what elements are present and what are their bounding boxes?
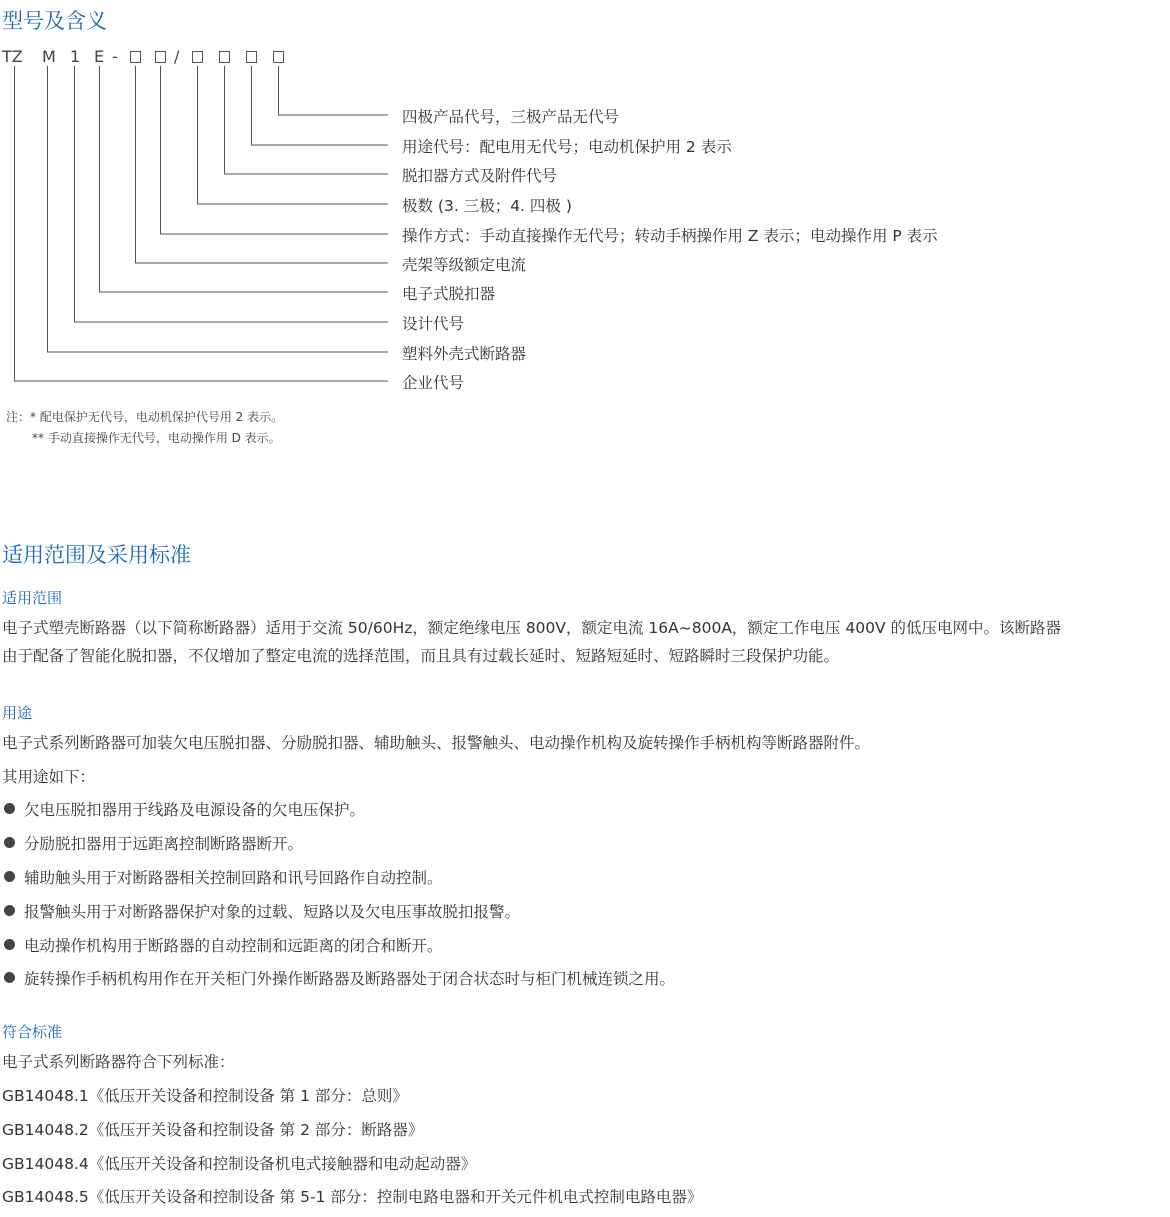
meaning-usage: 用途代号：配电用无代号；电动机保护用 2 表示 [402, 138, 732, 156]
code-char-tz: TZ [2, 47, 23, 66]
usage-bullet-item [4, 967, 675, 989]
meaning-current: 壳架等级额定电流 [402, 256, 527, 274]
usage-bullet-item [4, 832, 303, 854]
connector-electronic [100, 66, 389, 292]
meaning-release: 脱扣器方式及附件代号 [402, 167, 558, 185]
meaning-mccb: 塑料外壳式断路器 [402, 345, 527, 363]
standard-item: GB14048.1《低压开关设备和控制设备 第 1 部分：总则》 [2, 1087, 408, 1105]
usage-bullet-text: 辅助触头用于对断路器相关控制回路和讯号回路作自动控制。 [24, 869, 443, 887]
meaning-poles: 极数 (3. 三极；4. 四极 ) [402, 197, 572, 215]
connector-poles [198, 66, 389, 204]
bullet-dot-icon [4, 837, 15, 848]
usage-bullet-text: 旋转操作手柄机构用作在开关柜门外操作断路器及断路器处于闭合状态时与柜门机械连锁之用。 [24, 970, 676, 988]
code-char-slash: / [174, 47, 180, 66]
usage-bullet-item [4, 866, 443, 888]
note-line-1: 注：* 配电保护无代号，电动机保护代号用 2 表示。 [6, 410, 284, 424]
code-char-e: E [94, 47, 105, 66]
usage-bullet-text: 电动操作机构用于断路器的自动控制和远距离的闭合和断开。 [24, 937, 443, 955]
meaning-four-pole: 四极产品代号，三极产品无代号 [402, 108, 620, 126]
bullet-dot-icon [4, 803, 15, 814]
usage-bullet-text: 报警触头用于对断路器保护对象的过载、短路以及欠电压事故脱扣报警。 [24, 903, 521, 921]
bullet-dot-icon [4, 871, 15, 882]
standards-heading: 符合标准 [2, 1023, 63, 1041]
meaning-electronic: 电子式脱扣器 [402, 285, 496, 303]
scope-text-line-2: 由于配备了智能化脱扣器，不仅增加了整定电流的选择范围，而且具有过载长延时、短路短延时、短路瞬时三段保护功能。 [2, 647, 840, 665]
connector-operation [161, 66, 389, 234]
note-line-2: ** 手动直接操作无代号，电动操作用 D 表示。 [32, 431, 281, 445]
connector-mccb [48, 66, 389, 352]
model-section-title: 型号及含义 [2, 9, 107, 33]
usage-bullet-item [4, 900, 520, 922]
scope-heading: 适用范围 [2, 589, 63, 607]
standards-intro: 电子式系列断路器符合下列标准： [2, 1053, 235, 1071]
scope-section-title: 适用范围及采用标准 [2, 543, 191, 567]
standard-item: GB14048.4《低压开关设备和控制设备机电式接触器和电动起动器》 [2, 1155, 477, 1173]
usage-heading: 用途 [2, 704, 33, 722]
code-char-dash: - [112, 47, 118, 66]
meaning-operation: 操作方式：手动直接操作无代号；转动手柄操作用 Z 表示；电动操作用 P 表示 [402, 227, 938, 245]
usage-bullet-text: 欠电压脱扣器用于线路及电源设备的欠电压保护。 [24, 801, 366, 819]
usage-bullet-item [4, 934, 443, 956]
usage-bullet-item [4, 798, 365, 820]
connector-company [15, 66, 389, 381]
bullet-dot-icon [4, 972, 15, 983]
connector-current [136, 66, 389, 263]
bullet-dot-icon [4, 905, 15, 916]
bullet-dot-icon [4, 939, 15, 950]
model-code-connector-diagram [0, 0, 1170, 400]
connector-release [225, 66, 389, 174]
usage-intro: 电子式系列断路器可加装欠电压脱扣器、分励脱扣器、辅助触头、报警触头、电动操作机构及旋转操作手柄机构等断路器附件。 [2, 734, 871, 752]
connector-usage [252, 66, 389, 145]
code-char-m: M [42, 47, 56, 66]
code-char-1: 1 [70, 47, 81, 66]
scope-text-line-1: 电子式塑壳断路器（以下简称断路器）适用于交流 50/60Hz，额定绝缘电压 800V，额定电流 16A~800A，额定工作电压 400V 的低压电网中。该断路器 [2, 619, 1061, 637]
meaning-company: 企业代号 [402, 374, 465, 392]
standard-item: GB14048.2《低压开关设备和控制设备 第 2 部分：断路器》 [2, 1121, 424, 1139]
connector-design [75, 66, 389, 322]
connector-four-pole [279, 66, 389, 115]
standard-item: GB14048.5《低压开关设备和控制设备 第 5-1 部分：控制电路电器和开关元件机电式控制电路电器》 [2, 1188, 703, 1206]
usage-bullet-text: 分励脱扣器用于远距离控制断路器断开。 [24, 835, 304, 853]
meaning-design: 设计代号 [402, 315, 465, 333]
usage-sub-intro: 其用途如下： [2, 768, 96, 786]
